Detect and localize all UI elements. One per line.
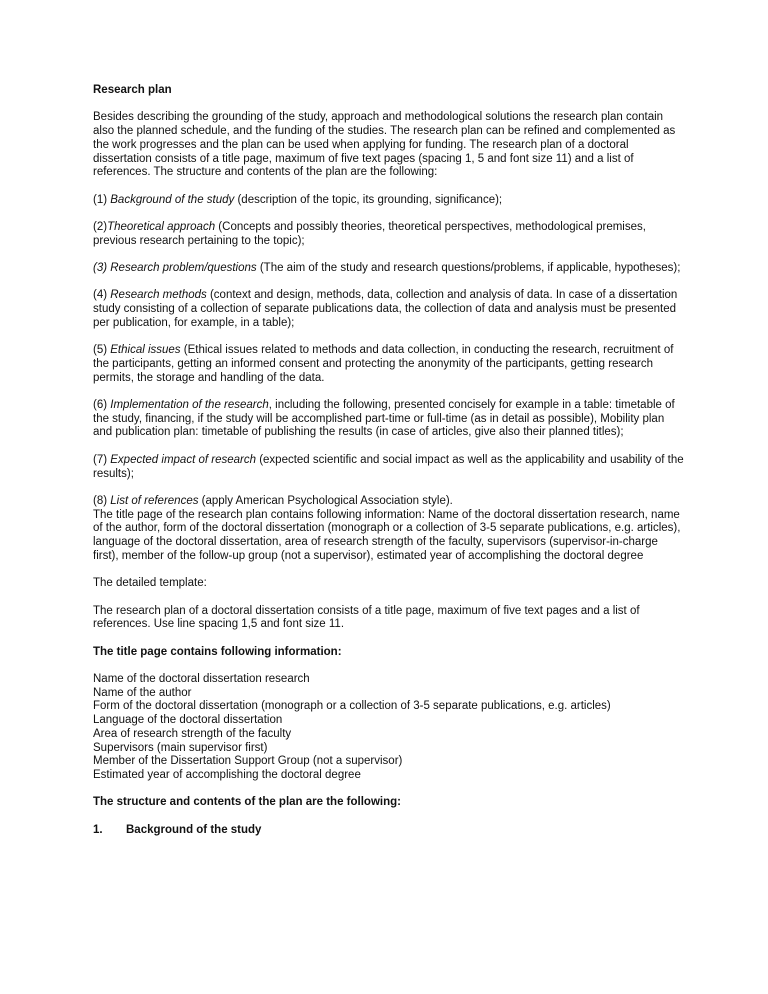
item-label: Research problem/questions (110, 262, 257, 275)
item-text: (The aim of the study and research questions/problems, if applicable, hypotheses); (256, 262, 681, 275)
plan-item-4 (93, 289, 685, 330)
item-text: , including the following, presented concisely for example in a table: timetable of the study, financing, if the study will be accomplished part-time or full-time (as in detail as possible), Mobility plan and publication plan: timetable of publishing the results (in case of articles, give also their planned titles); (93, 399, 675, 439)
intro-paragraph: Besides describing the grounding of the study, approach and methodological solutions the research plan contain also the planned schedule, and the funding of the studies. The research plan can be refined and complemented as the work progresses and the plan can be used when applying for funding. The research plan of a doctoral dissertation consists of a title page, maximum of five text pages (spacing 1, 5 and font size 11) and a list of references. The structure and contents of the plan are the following: (93, 111, 676, 179)
plan-item-8 (93, 495, 685, 564)
item-text: (description of the topic, its grounding, significance); (234, 193, 503, 206)
item-label: List of references (110, 494, 199, 507)
plan-item-7 (93, 454, 685, 481)
plan-item-3 (93, 262, 685, 276)
list-item: Supervisors (main supervisor first) (93, 741, 268, 754)
item-label: Theoretical approach (107, 220, 216, 233)
structure-heading: The structure and contents of the plan are the following: (93, 796, 401, 809)
list-item: Member of the Dissertation Support Group (not a supervisor) (93, 755, 403, 768)
item-number: (4) (93, 289, 111, 302)
title-page-heading: The title page contains following information: (93, 645, 342, 658)
list-item: Language of the doctoral dissertation (93, 714, 283, 727)
title-page-info: The title page of the research plan contains following information: Name of the doctoral dissertation research, name of the author, form of the doctoral dissertation (monograph or a collection of 3-5 separate publications, e.g. articles), language of the doctoral dissertation, area of research strength of the faculty, supervisors (supervisor-in-charge first), member of the follow-up group (not a supervisor), estimated year of accomplishing the doctoral degree (93, 508, 681, 562)
item-number: (3) (93, 262, 111, 275)
item-label: Ethical issues (110, 344, 181, 357)
document-title: Research plan (93, 84, 172, 96)
plan-item-2 (93, 221, 685, 248)
plan-item-1 (93, 194, 685, 208)
list-item: Area of research strength of the faculty (93, 727, 292, 740)
item-number: (5) (93, 344, 111, 357)
plan-item-5 (93, 344, 685, 385)
item-text: (Ethical issues related to methods and data collection, in conducting the research, recruitment of the participants, getting an informed consent and protecting the anonymity of the participants, getting research permits, the storage and handling of the data. (93, 344, 674, 384)
section-number: 1. (93, 823, 103, 836)
list-item: Name of the doctoral dissertation research (93, 673, 310, 686)
document-page (93, 84, 685, 851)
detailed-template-label: The detailed template: (93, 577, 207, 590)
section-label: Background of the study (126, 823, 262, 836)
list-item: Form of the doctoral dissertation (monograph or a collection of 3-5 separate publications, e.g. articles) (93, 700, 611, 713)
item-label: Background of the study (110, 193, 235, 206)
list-item: Name of the author (93, 686, 192, 699)
item-label: Implementation of the research (110, 399, 269, 412)
item-number: (8) (93, 494, 111, 507)
section-heading-1 (93, 824, 685, 838)
item-label: Expected impact of research (110, 453, 256, 466)
plan-item-6 (93, 399, 685, 440)
item-text: (apply American Psychological Association style). (198, 494, 453, 507)
template-paragraph: The research plan of a doctoral dissertation consists of a title page, maximum of five text pages and a list of references. Use line spacing 1,5 and font size 11. (93, 604, 640, 631)
item-number: (1) (93, 193, 111, 206)
item-number: (6) (93, 399, 111, 412)
item-text: (Concepts and possibly theories, theoretical perspectives, methodological premises, previous research pertaining to the topic); (93, 220, 646, 247)
item-text: (context and design, methods, data, collection and analysis of data. In case of a dissertation study consisting of a collection of separate publications data, the collection of data and analysis must be presented per publication, for example, in a table); (93, 289, 678, 329)
item-number: (7) (93, 453, 111, 466)
item-label: Research methods (110, 289, 207, 302)
item-text: (expected scientific and social impact as well as the applicability and usability of the results); (93, 453, 684, 480)
list-item: Estimated year of accomplishing the doctoral degree (93, 768, 361, 781)
item-number: (2) (93, 220, 108, 233)
